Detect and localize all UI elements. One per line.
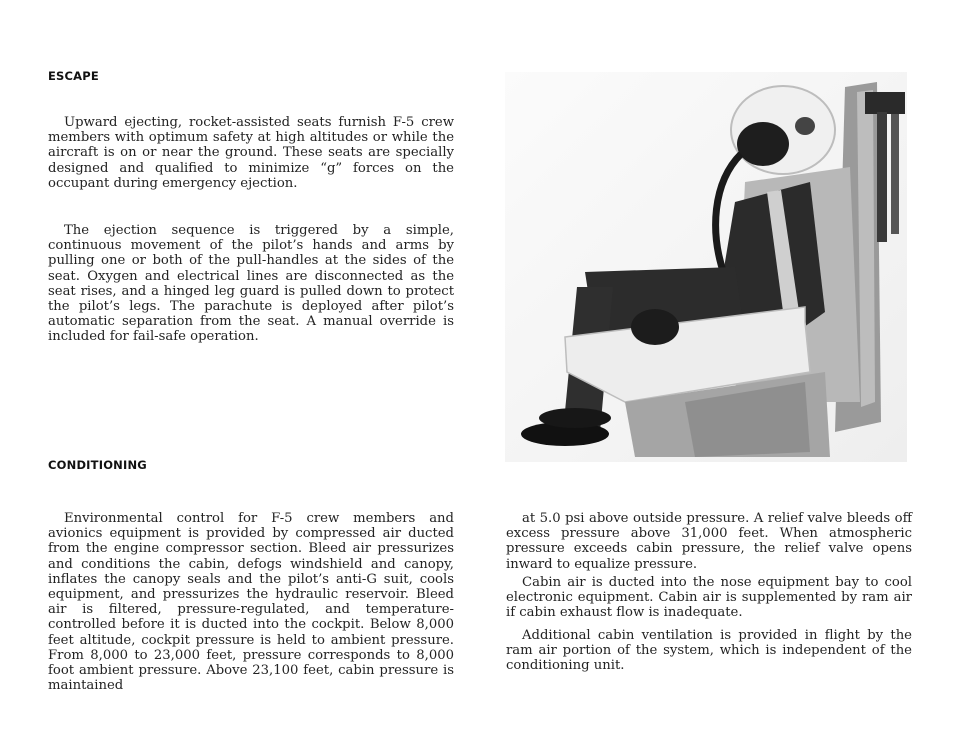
ejection-seat-photo [505,72,907,462]
conditioning-paragraph-right-3: Additional cabin ventilation is provided in flight by the ram air portion of the system, which is independent of the conditioning unit. [506,628,912,674]
escape-paragraph-2: The ejection sequence is triggered by a simple, continuous movement of the pilot’s hands and arms by pulling one or both of the pull-handles at the sides of the seat. Oxygen and electrical lines are disconnected as the seat rises, and a hinged leg guard is pulled down to protect the pilot’s legs. The parachute is deployed after pilot’s automatic separation from the seat. A manual override is included for fail-safe operation. [48,223,454,345]
conditioning-paragraph-left: Environmental control for F-5 crew members and avionics equipment is provided by compressed air ducted from the engine compressor section. Bleed air pressurizes and conditions the cabin, defogs windshield and canopy, inflates the canopy seals and the pilot’s anti-G suit, cools equipment, and pressurizes the hydraulic reservoir. Bleed air is filtered, pressure-regulated, and temperature-controlled before it is ducted into the cockpit. Below 8,000 feet altitude, cockpit pressure is held to ambient pressure. From 8,000 to 23,000 feet, pressure corresponds to 8,000 foot ambient pressure. Above 23,100 feet, cabin pressure is maintained [48,511,454,694]
conditioning-paragraph-right-2: Cabin air is ducted into the nose equipment bay to cool electronic equipment. Cabin air is supplemented by ram air if cabin exhaust flow is inadequate. [506,575,912,621]
conditioning-heading: CONDITIONING [48,458,147,472]
conditioning-paragraph-right-1: at 5.0 psi above outside pressure. A relief valve bleeds off excess pressure above 31,000 feet. When atmospheric pressure exceeds cabin pressure, the relief valve opens inward to equalize pressure. [506,511,912,572]
escape-heading: ESCAPE [48,69,99,83]
escape-paragraph-1: Upward ejecting, rocket-assisted seats furnish F-5 crew members with optimum safety at high altitudes or while the aircraft is on or near the ground. These seats are specially designed and qualified to minimize “g” forces on the occupant during emergency ejection. [48,115,454,191]
